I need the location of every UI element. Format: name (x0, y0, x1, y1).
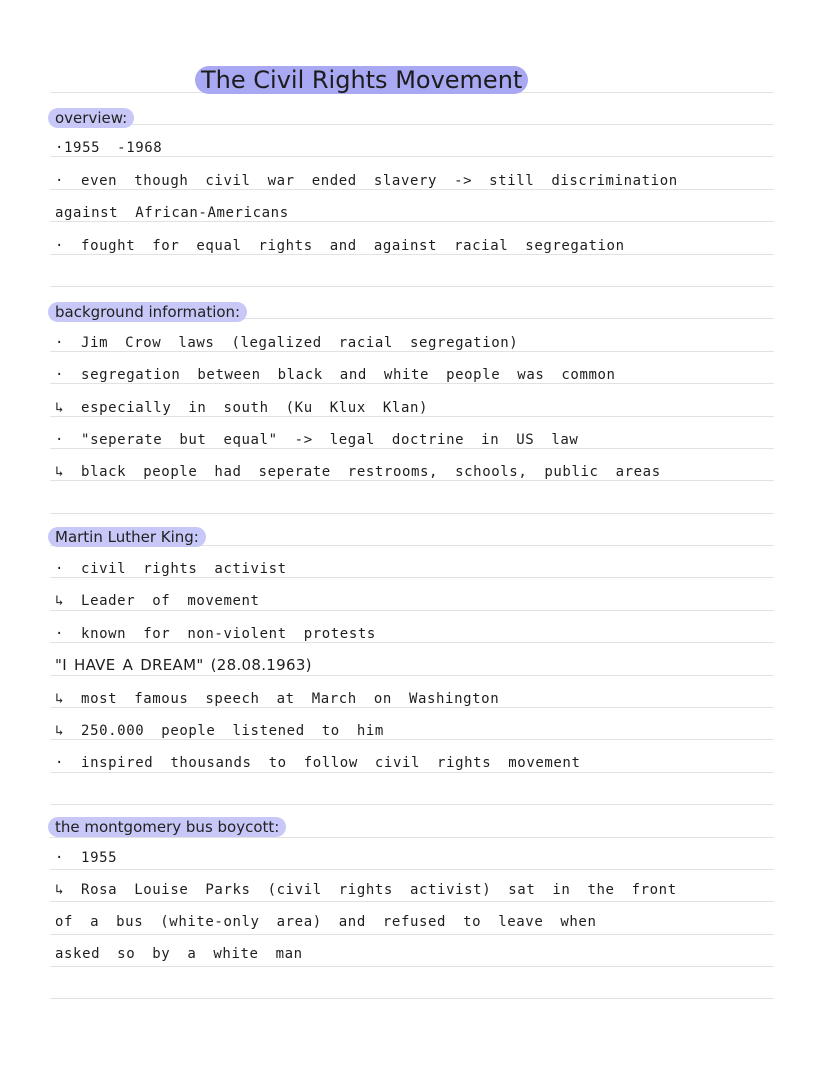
ruled-line (50, 998, 774, 999)
note-line: ↳ Rosa Louise Parks (civil rights activist) sat in the front (55, 882, 677, 898)
ruled-line (50, 707, 774, 708)
section-heading-background: background information: (48, 302, 247, 322)
ruled-line (50, 416, 774, 417)
note-line: ↳ most famous speech at March on Washington (55, 691, 500, 707)
note-line: · known for non-violent protests (55, 626, 376, 642)
section-heading-bus-boycott: the montgomery bus boycott: (48, 817, 286, 837)
page-title: The Civil Rights Movement (195, 66, 528, 94)
note-line: · civil rights activist (55, 561, 287, 577)
note-line-quote: "I HAVE A DREAM" (28.08.1963) (55, 656, 312, 674)
note-line: · segregation between black and white people was common (55, 367, 616, 383)
ruled-line (50, 480, 774, 481)
ruled-line (50, 901, 774, 902)
note-line: · Jim Crow laws (legalized racial segregation) (55, 335, 519, 351)
ruled-line (50, 966, 774, 967)
ruled-line (50, 934, 774, 935)
note-line: · "seperate but equal" -> legal doctrine in US law (55, 432, 579, 448)
ruled-line (50, 351, 774, 352)
note-line: ↳ especially in south (Ku Klux Klan) (55, 400, 429, 416)
ruled-line (50, 286, 774, 287)
ruled-line (50, 448, 774, 449)
ruled-line (50, 642, 774, 643)
ruled-line (50, 221, 774, 222)
note-line: · 1955 (55, 850, 118, 866)
ruled-line (50, 869, 774, 870)
note-line: against African-Americans (55, 205, 289, 221)
note-line: of a bus (white-only area) and refused to leave when (55, 914, 597, 930)
note-line: asked so by a white man (55, 946, 303, 962)
ruled-line (50, 189, 774, 190)
ruled-line (50, 254, 774, 255)
ruled-line (50, 675, 774, 676)
ruled-line (50, 739, 774, 740)
section-heading-mlk: Martin Luther King: (48, 527, 206, 547)
note-line: · even though civil war ended slavery -> still discrimination (55, 173, 678, 189)
ruled-line (50, 837, 774, 838)
section-heading-overview: overview: (48, 108, 134, 128)
note-line: ·1955 -1968 (55, 140, 163, 156)
note-line: ↳ black people had seperate restrooms, schools, public areas (55, 464, 661, 480)
note-line: ↳ 250.000 people listened to him (55, 723, 384, 739)
note-line: · inspired thousands to follow civil rights movement (55, 755, 581, 771)
ruled-line (50, 772, 774, 773)
ruled-line (50, 610, 774, 611)
ruled-line (50, 577, 774, 578)
ruled-line (50, 804, 774, 805)
note-line: · fought for equal rights and against racial segregation (55, 238, 625, 254)
ruled-line (50, 124, 774, 125)
ruled-line (50, 156, 774, 157)
note-line: ↳ Leader of movement (55, 593, 260, 609)
ruled-line (50, 383, 774, 384)
ruled-line (50, 513, 774, 514)
